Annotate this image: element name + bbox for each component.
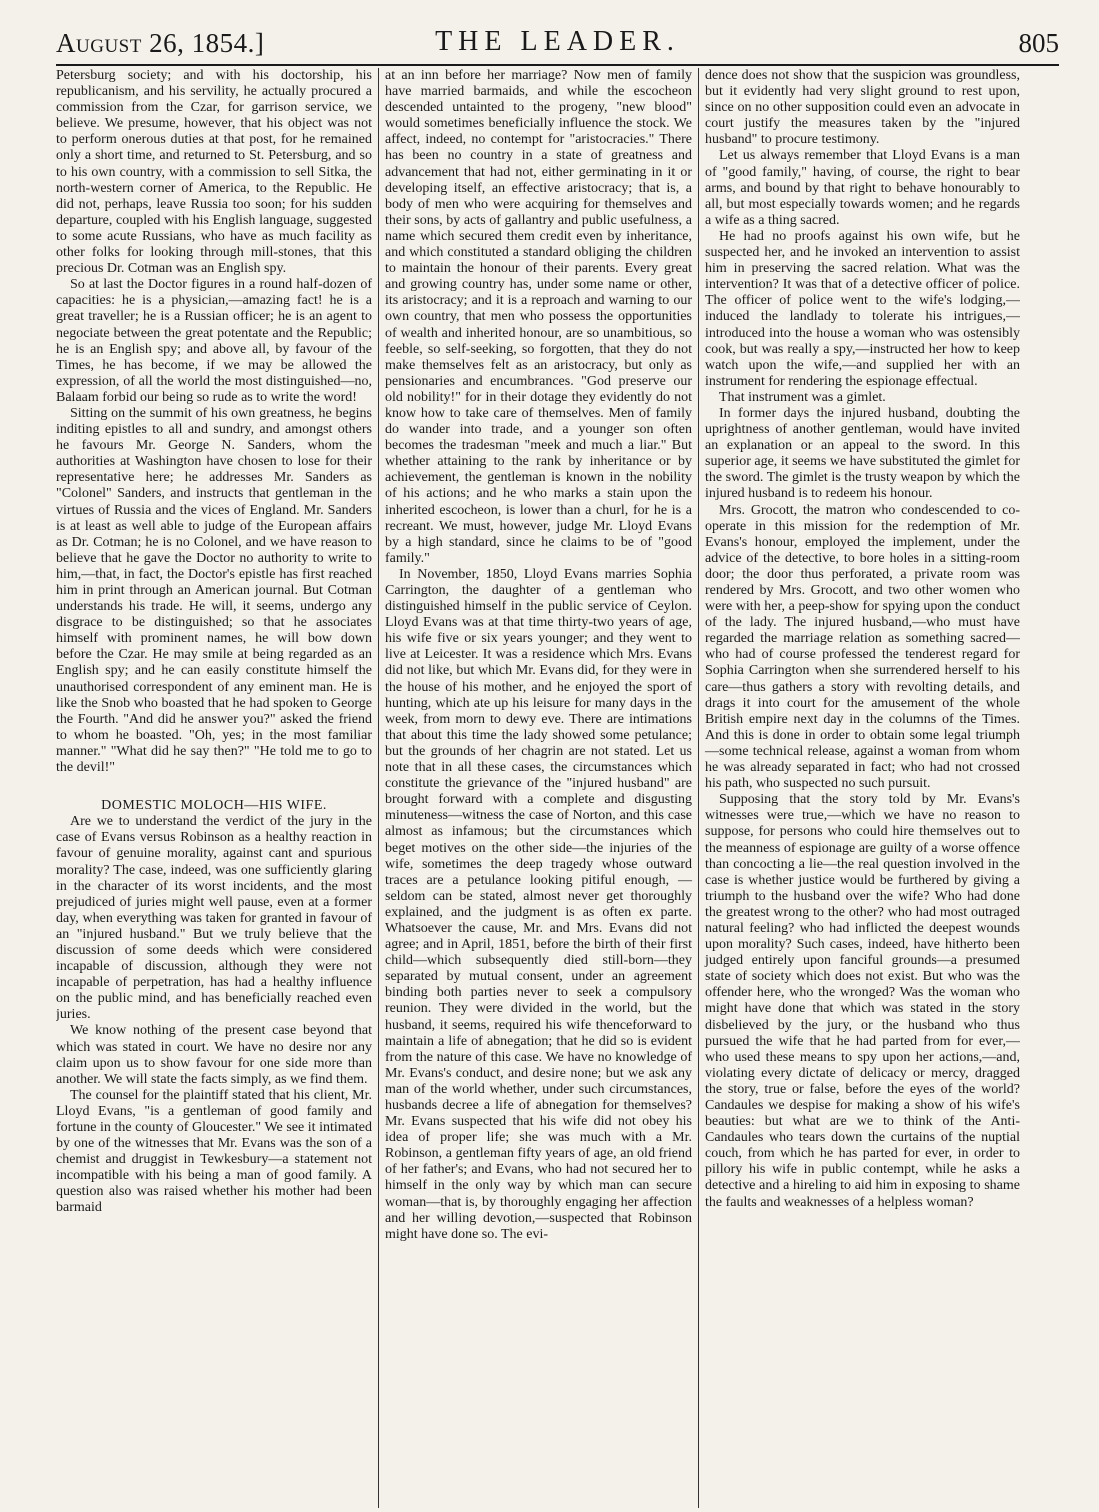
paragraph: Supposing that the story told by Mr. Evans's witnesses were true,—which we have no reason to suppose, for persons who could hire themselves out to the meanness of espionage are guilty of a worse offence than concocting a lie—the real question involved in the case is whether justice would be furthered by giving a triumph to the husband over the wife? Who had done the greatest wrong to the other? who had most outraged natural feeling? who had inflicted the deepest wounds upon morality? Such cases, indeed, have hitherto been judged entirely upon fanciful grounds—a presumed state of society which does not exist. But who was the offender here, who the wronged? Was the woman who might have done that which was stated in the story disbelieved by the jury, or the husband who thus pursued the wife that he had parted from for ever,—who used these means to spy upon her actions,—and, violating every dictate of delicacy or mercy, dragged the story, true or false, before the eyes of the world? Candaules we despise for making a show of his wife's beauties: but what are we to think of the Anti-Candaules who tears down the curtains of the nuptial couch, from which he has parted for ever, in order to pillory his wife in public contempt, while he asks a detective and a hireling to aid him in exposing to shame the faults and weaknesses of a helpless woman? [705,792,1020,1210]
paragraph: So at last the Doctor figures in a round half-dozen of capacities: he is a physician,—amazing fact! he is a great traveller; he is a Russian officer; he is an agent to negociate between the great potentate and the Republic; he is an English spy; and above all, by favour of the Times, he has become, if we may be allowed the expression, of all the world the most distinguished—no, Balaam forbid our being so rude as to write the word! [56,277,372,405]
paragraph: In former days the injured husband, doubting the uprightness of another gentleman, would have invited an explanation or an appeal to the sword. In this superior age, it seems we have substituted the gimlet for the sword. The gimlet is the trusty weapon by which the injured husband is to redeem his honour. [705,405,1020,502]
paragraph: That instrument was a gimlet. [719,389,886,405]
article-columns [56,68,1059,1508]
paragraph: Sitting on the summit of his own greatness, he begins inditing epistles to all and sundry, and amongst others he favours Mr. George N. Sanders, whom the authorities at Washington have chosen to lose for their representative here; he addresses Mr. Sanders as "Colonel" Sanders, and instructs that gentleman in the virtues of Russia and the vices of England. Mr. Sanders is at least as well able to judge of the European affairs as Dr. Cotman; he is no Colonel, and we have reason to believe that he gave the Doctor no authority to write to him,—that, in fact, the Doctor's epistle has first reached him in print through an American journal. But Cotman understands his trade. He will, it seems, undergo any disgrace to be distinguished; so that he associates himself with prominent names, he will bow down before the Czar. He may smile at being regarded as an English spy; and he can easily constitute himself the unauthorised correspondent of any eminent man. He is like the Snob who boasted that he had spoken to George the Fourth. "And did he answer you?" asked the friend to whom he boasted. "Oh, yes; in the most familiar manner." "What did he say then?" "He told me to go to the devil!" [56,405,372,776]
masthead [56,24,1059,66]
issue-date: August 26, 1854.] [56,28,265,58]
newspaper-title: THE LEADER. [435,26,680,57]
paragraph: Are we to understand the verdict of the jury in the case of Evans versus Robinson as a healthy reaction in favour of genuine morality, against cant and spurious morality? The case, indeed, was one sufficiently glaring in the character of its worst incidents, and the most prejudiced of juries might well pause, even at a former day, when everything was taken for granted in favour of an "injured husband." But we truly believe that the discussion of some deeds which were considered incapable of discussion, although they were not incapable of perpetration, has had a healthy influence on the public mind, and has beneficially reached even juries. [56,814,372,1023]
paragraph: at an inn before her marriage? Now men of family have married barmaids, and while the escocheon descended untainted to the progeny, "new blood" would sometimes beneficially influence the stock. We affect, indeed, no contempt for "aristocracies." There has been no country in a state of greatness and advancement that had not, either germinating in it or developing itself, an effective aristocracy; that is, a body of men who were acquiring for themselves and their sons, by acts of gallantry and public usefulness, a name which secured them credit even by inheritance, and which constituted a standard obliging the children to maintain the honour of their parents. Every great and growing country has, under some name or other, its aristocracy; and it is a reproach and warning to our own country, that men who possess the opportunities of wealth and inherited honour, are so unambitious, so feeble, so self-seeking, so forgotten, that they do not make themselves felt as an aristocracy, but only as pensionaries and encumbrances. "God preserve our old nobility!" for in their dotage they evidently do not know how to take care of themselves. Men of family do wander into trade, and a younger son often becomes the tradesman "meek and much a liar." But whether attaining to the rank by inheritance or by achievement, the gentleman is known in the nobility of his actions; and he who marks a stain upon the inherited escocheon, is lower than a churl, for he is a recreant. We must, however, judge Mr. Lloyd Evans by a high standard, since he claims to be of "good family." [385,68,692,566]
column-3 [698,68,1020,1508]
paragraph: The counsel for the plaintiff stated that his client, Mr. Lloyd Evans, "is a gentleman of good family and fortune in the county of Gloucester." We see it intimated by one of the witnesses that Mr. Evans was the son of a chemist and druggist in Tewkesbury—a statement not incompatible with his being a man of good family. A question also was raised whether his mother had been barmaid [56,1087,372,1216]
paragraph: Mrs. Grocott, the matron who condescended to co-operate in this mission for the redemption of Mr. Evans's honour, employed the implement, under the advice of the detective, to bore holes in a sitting-room door; the door thus perforated, a private room was rendered by Mrs. Grocott, and two other women who were with her, a peep-show for spying upon the conduct of the lady. The injured husband,—who must have regarded the marriage relation as something sacred—who had of course professed the tenderest regard for Sophia Carrington when she surrendered herself to his care—thus gathers a story with revolting details, and drags it into court for the amusement of the whole British empire next day in the columns of the Times. And this is done in order to obtain some legal triumph—some technical release, against a woman from whom he was already separated in fact; who had not crossed his path, who suspected no such pursuit. [705,502,1020,792]
paragraph: We know nothing of the present case beyond that which was stated in court. We have no desire nor any claim upon us to show favour for one side more than another. We will state the facts simply, as we find them. [56,1023,372,1087]
column-2 [378,68,698,1508]
column-1 [56,68,378,1508]
paragraph: Let us always remember that Lloyd Evans is a man of "good family," having, of course, the right to bear arms, and bound by that right to behave honourably to all, but most especially towards women; and he regards a wife as a thing sacred. [705,148,1020,228]
paragraph: He had no proofs against his own wife, but he suspected her, and he invoked an intervention to assist him in preserving the sacred relation. What was the intervention? It was that of a detective officer of police. The officer of police went to the wife's lodging,—induced the landlady to tolerate his intrigues,—introduced into the house a woman who was ostensibly cook, but was really a spy,—instructed her how to keep watch upon the wife,—and supplied her with an instrument for rendering the espionage effectual. [705,228,1020,389]
paragraph: In November, 1850, Lloyd Evans marries Sophia Carrington, the daughter of a gentleman who distinguished himself in the public service of Ceylon. Lloyd Evans was at that time thirty-two years of age, his wife five or six years younger; and they went to live at Leicester. It was a residence which Mrs. Evans did not like, but which Mr. Evans did, for they were in the house of his mother, and he enjoyed the sport of hunting, which ate up his leisure for many days in the week, from morn to dewy eve. There are intimations that about this time the lady showed some petulance; but the grounds of her chagrin are not stated. Let us note that in all these cases, the circumstances which constitute the grievance of the "injured husband" are brought forward with a complete and disgusting minuteness—witness the case of Norton, and this case almost as infamous; but the circumstances which beget motives on the other side—the injuries of the wife, sometimes the deep tragedy whose outward traces are a petulance looking pitiful enough, —seldom can be stated, almost never get thoroughly explained, and the judgment is as often ex parte. Whatsoever the cause, Mr. and Mrs. Evans did not agree; and in April, 1851, before the birth of their first child—which subsequently died still-born—they separated by mutual consent, under an agreement binding both parties never to seek a compulsory reunion. They were divided in the world, but the husband, it seems, required his wife thenceforward to maintain a life of abnegation; that he did so is evident from the nature of this case. We have no knowledge of Mr. Evans's conduct, and desire none; but we ask any man of the world whether, under such circumstances, husbands decree a life of abnegation for themselves? Mr. Evans suspected that his wife did not obey his idea of proper life; she was much with a Mr. Robinson, a gentleman fifty years of age, an old friend of her father's; and Evans, who had not secured her to himself in the only way by which man can secure woman—that is, by thoroughly engaging her affection and her willing devotion,—suspected that Robinson might have done so. The evi- [385,566,692,1242]
paragraph: Petersburg society; and with his doctorship, his republicanism, and his servility, he actually procured a commission from the Czar, for garrison service, we believe. We presume, however, that his object was not to perform onerous duties at that post, for he remained only a short time, and returned to St. Petersburg, and so to his own country, with a commission to sell Sitka, the north-western corner of America, to the Republic. He did not, perhaps, leave Russia too soon; for his sudden departure, coupled with his English language, suggested to some acute Russians, who have as much facility as other folks for looking through mill-stones, that this precious Dr. Cotman was an English spy. [56,68,372,277]
page-number: 805 [1018,28,1059,58]
article-heading: DOMESTIC MOLOCH—HIS WIFE. [101,798,327,814]
paragraph: dence does not show that the suspicion was groundless, but it evidently had very slight ground to rest upon, since on no other supposition could even an advocate in court justify the measures taken by the "injured husband" to procure testimony. [705,68,1020,148]
